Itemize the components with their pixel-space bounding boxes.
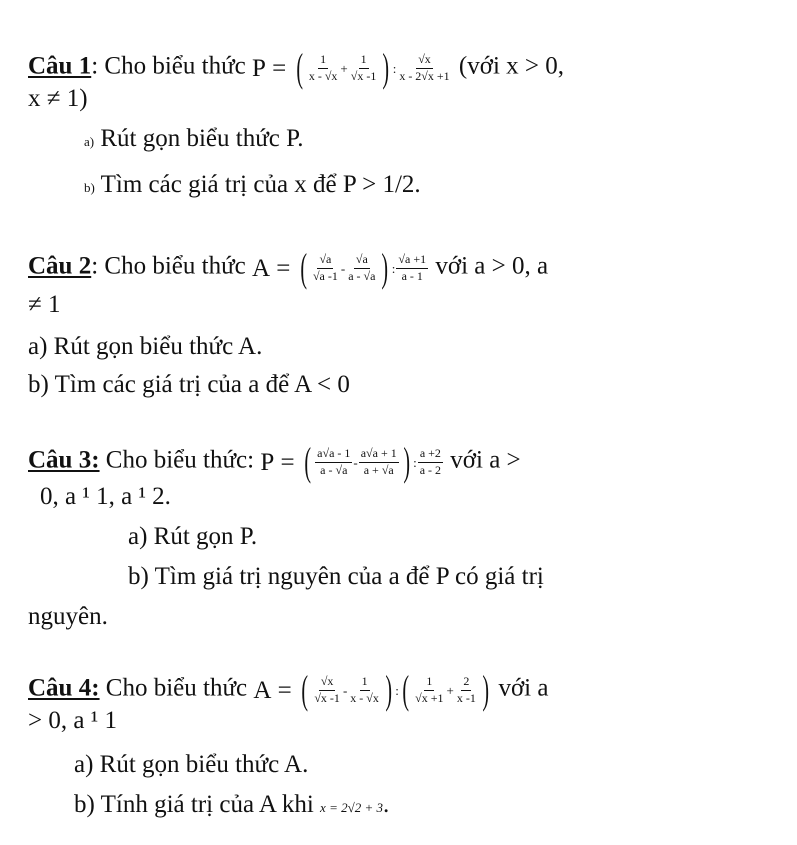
q2-line-1 <box>28 245 549 290</box>
q1-b-marker: b) <box>84 180 95 195</box>
q4-condition-2: > 0, a ¹ 1 <box>28 707 117 734</box>
q4-b-end: . <box>383 791 390 818</box>
q3-prompt: Cho biểu thức: <box>99 446 261 474</box>
q2-prompt: : Cho biểu thức <box>91 252 252 280</box>
q1-a-marker: a) <box>84 134 95 149</box>
q1-prompt: : Cho biểu thức <box>91 52 252 80</box>
q2-title: Câu 2 <box>28 252 92 280</box>
q2-condition-1: với a > 0, a <box>429 252 549 280</box>
q1-expression: P = ( $\frac{1}{x - √x}$ + $\frac{1}{√x -1}$ ) : $\frac{√x}{x - 2√x +1}$ <box>251 45 450 90</box>
q1-line-1 <box>28 45 565 90</box>
q4-part-a: a) Rút gọn biểu thức A. <box>74 751 309 778</box>
q4-expression: A = ( $\frac{√x}{√x -1}$ - $\frac{1}{x - √x}$ ) : ( $\frac{1}{√x +1}$ + $\frac{2}{x -1}$ ) <box>253 667 489 712</box>
q2-expression: A = ( $\frac{√a}{√a -1}$ - $\frac{√a}{a - √a}$ ) : $\frac{√a +1}{a - 1}$ <box>251 245 427 290</box>
q3-part-b-line-2: nguyên. <box>28 603 108 630</box>
q4-title: Câu 4: <box>28 674 100 702</box>
q3-part-a: a) Rút gọn P. <box>128 523 258 550</box>
q4-b-expression: x = 2√2 + 3 <box>320 800 383 815</box>
q3-title: Câu 3: <box>28 446 100 474</box>
q1-condition-1: (với x > 0, <box>452 52 565 80</box>
q3-expression: P = ( $\frac{a√a - 1}{a - √a}$ - $\frac{a√a + 1}{a + √a}$ ) : $\frac{a +2}{a - 2}$ <box>260 439 442 484</box>
q2-condition-2: ≠ 1 <box>28 291 61 318</box>
q4-prompt: Cho biểu thức <box>99 674 254 702</box>
q1-a-text: Rút gọn biểu thức P. <box>94 125 304 152</box>
q4-b-text: b) Tính giá trị của A khi <box>74 791 321 818</box>
q1-part-a <box>84 126 304 151</box>
q3-condition-2: 0, a ¹ 1, a ¹ 2. <box>40 483 171 510</box>
q1-part-b <box>84 172 421 197</box>
q4-condition-1: với a <box>492 674 549 702</box>
q1-title: Câu 1 <box>28 52 92 80</box>
q2-part-b: b) Tìm các giá trị của a để A < 0 <box>28 371 350 398</box>
q3-condition-1: với a > <box>444 446 521 474</box>
q3-line-1 <box>28 439 521 484</box>
q3-part-b-line-1: b) Tìm giá trị nguyên của a để P có giá trị <box>128 563 544 590</box>
q4-part-b <box>74 792 389 817</box>
q4-line-1 <box>28 667 549 712</box>
q1-b-text: Tìm các giá trị của x để P > 1/2. <box>94 171 421 198</box>
q1-condition-2: x ≠ 1) <box>28 85 88 112</box>
q2-part-a: a) Rút gọn biểu thức A. <box>28 333 263 360</box>
